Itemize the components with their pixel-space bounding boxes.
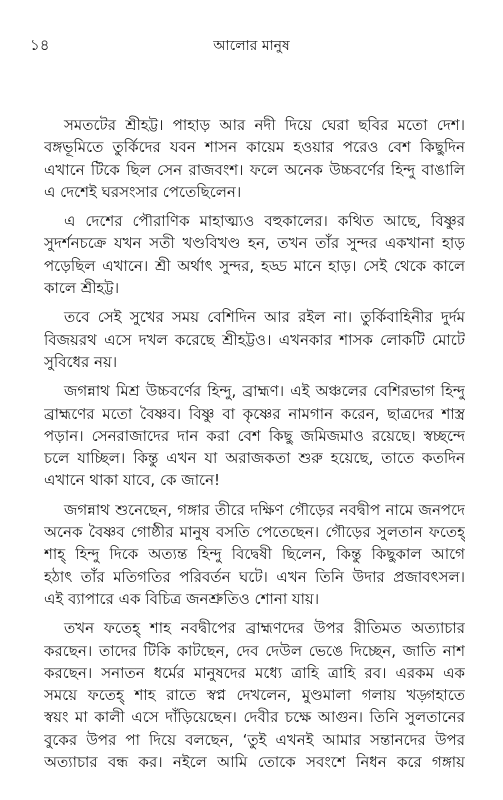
text-line: বিজয়রথ এসে দখল করেছে শ্রীহট্টও। এখনকার শাসক লোকটি মোটে [44,330,465,349]
text-line: করছেন। তাদের টিকি কাটছেন, দেব দেউল ভেঙে দিচ্ছেন, জাতি নাশ [44,641,465,660]
text-line: এ দেশেই ঘরসংসার পেতেছিলেন। [44,182,242,201]
text-line: কালে শ্রীহট্ট। [44,279,120,298]
text-line: তবে সেই সুখের সময় বেশিদিন আর রইল না। তুর্কিবাহিনীর দুর্দম [64,308,465,327]
paragraph-6 [44,617,465,773]
text-line: করছেন। সনাতন ধর্মের মানুষদের মধ্যে ত্রাহি ত্রাহি রব। এরকম এক [44,663,465,682]
text-line: হঠাৎ তাঁর মতিগতির পরিবর্তন ঘটে। এখন তিনি উদার প্রজাবৎসল। [44,567,465,586]
text-line: পড়ান। সেনরাজাদের দান করা বেশ কিছু জমিজমাও রয়েছে। স্বচ্ছন্দে [44,426,465,445]
text-line: অত্যাচার বন্ধ কর। নইলে আমি তোকে সবংশে নিধন করে গঙ্গায় [44,753,465,772]
text-line: সমতটের শ্রীহট্ট। পাহাড় আর নদী দিয়ে ঘেরা ছবির মতো দেশ। [64,116,465,134]
text-line: অনেক বৈষ্ণব গোষ্ঠীর মানুষ বসতি পেতেছেন। গৌড়ের সুলতান ফতেহ্ [44,523,465,542]
text-line: এই ব্যাপারে এক বিচিত্র জনশ্রুতিও শোনা যায়। [44,589,320,608]
text-line: পড়েছিল এখানে। শ্রী অর্থাৎ সুন্দর, হড্ড মানে হাড়। সেই থেকে কালে [44,256,465,275]
text-line: এখানে টিকে ছিল সেন রাজবংশ। ফলে অনেক উচ্চবর্ণের হিন্দু বাঙালি [44,160,465,179]
text-line: বুকের উপর পা দিয়ে বলছেন, ‘তুই এখনই আমার সন্তানদের উপর [44,730,465,749]
paragraph-4 [44,380,465,491]
text-line: তখন ফতেহ্ শাহ নবদ্বীপের ব্রাহ্মণদের উপর রীতিমত অত্যাচার [64,619,465,638]
text-line: শাহ্ হিন্দু দিকে অত্যন্ত হিন্দু বিদ্বেষী ছিলেন, কিন্তু কিছুকাল আগে [44,545,465,564]
text-line: এখানে থাকা যাবে, কে জানে! [44,471,221,490]
paragraph-5 [44,499,465,610]
running-title: আলোর মানুষ [213,38,290,54]
text-line: সময়ে ফতেহ্ শাহ রাতে স্বপ্ন দেখলেন, মুণ্ডমালা গলায় খড়্গহাতে [44,686,465,705]
text-line: সুদর্শনচক্রে যখন সতী খণ্ডবিখণ্ড হন, তখন তাঁর সুন্দর একখানা হাড় [44,234,465,253]
text-line: বঙ্গভূমিতে তুর্কিদের যবন শাসন কায়েম হওয়ার পরেও বেশ কিছুদিন [44,138,465,157]
text-line: ব্রাহ্মণের মতো বৈষ্ণব। বিষ্ণু বা কৃষ্ণের নামগান করেন, ছাত্রদের শাস্ত্র [44,404,465,423]
text-line: সুবিধের নয়। [44,352,118,371]
paragraph-1 [44,114,465,203]
page-number: ১৪ [30,36,50,54]
text-line: জগন্নাথ মিশ্র উচ্চবর্ণের হিন্দু, ব্রাহ্মণ। এই অঞ্চলের বেশিরভাগ হিন্দু [64,382,465,401]
paragraph-2 [44,210,465,299]
page-header [30,34,473,58]
text-line: চলে যাচ্ছিল। কিন্তু এখন যা অরাজকতা শুরু হয়েছে, তাতে কতদিন [44,449,465,468]
body-text [44,114,465,800]
text-line: স্বয়ং মা কালী এসে দাঁড়িয়েছেন। দেবীর চক্ষে আগুন। তিনি সুলতানের [44,708,465,727]
text-line: এ দেশের পৌরাণিক মাহাত্ম্যও বহুকালের। কথিত আছে, বিষ্ণুর [64,212,465,231]
text-line: জগন্নাথ শুনেছেন, গঙ্গার তীরে দক্ষিণ গৌড়ের নবদ্বীপ নামে জনপদে [64,500,465,519]
paragraph-3 [44,306,465,373]
